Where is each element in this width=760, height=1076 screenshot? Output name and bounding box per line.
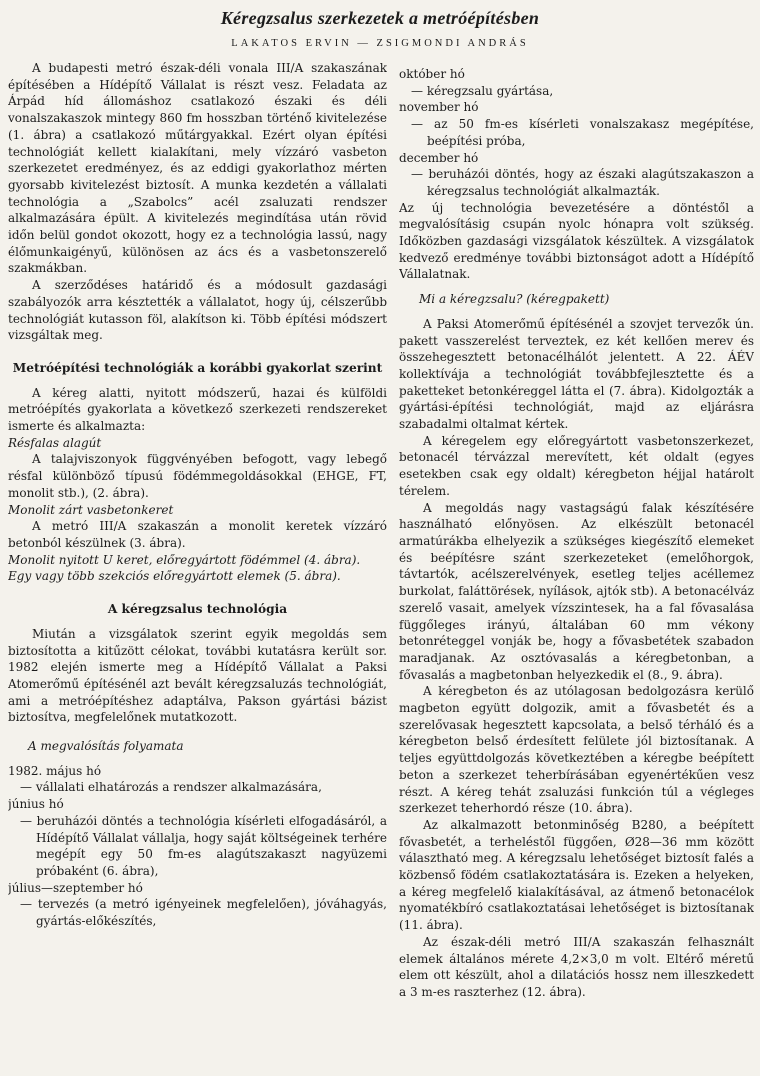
paragraph: Az észak-déli metró III/A szakaszán felhasznált elemek általános mérete 4,2×3,0 m volt. Eltérő méretű elem ott készült, ahol a dilatációs hossz nem illeszkedett a 3 m-es raszterhez (12. ábra). <box>399 934 754 999</box>
subsection-label: Monolit zárt vasbetonkeret <box>8 502 174 517</box>
paragraph: Az új technológia bevezetésére a döntéstől a megvalósításig csupán nyolc hónapra volt szükség. Időközben gazdasági vizsgálatok készültek. A vizsgálatok kedvező eredménye további biztonságot adott a Hídépítő Vállalatnak. <box>399 200 754 282</box>
left-column <box>8 60 387 1070</box>
subsection-label: Résfalas alagút <box>8 435 102 450</box>
subsection-heading: A megvalósítás folyamata <box>28 739 184 754</box>
paragraph: A kéregelem egy előregyártott vasbetonszerkezet, betonacél térvázzal merevített, két oldalt (egyes esetekben csak egy oldalt) kéregbeton héjjal határolt térelem. <box>399 433 754 498</box>
paragraph: A metró III/A szakaszán a monolit keretek vízzáró betonból készülnek (3. ábra). <box>8 519 387 550</box>
timeline-entry: — beruházói döntés a technológia kísérleti elfogadásáról, a Hídépítő Vállalat vállalja, hogy saját költségeinek terhére megépít egy 50 fm-es alagútszakaszt nagyüzemi próbaként (6. ábra), <box>20 813 387 878</box>
timeline-entry: — tervezés (a metró igényeinek megfelelően), jóváhagyás, gyártás-előkészítés, <box>20 897 387 929</box>
timeline-entry: — az 50 fm-es kísérleti vonalszakasz megépítése, beépítési próba, <box>411 117 754 148</box>
timeline-date: október hó <box>399 67 465 81</box>
paragraph: A szerződéses határidő és a módosult gazdasági szabályozók arra késztették a vállalatot, hogy új, célszerűbb technológiát kutasson föl, alakítson ki. Több építési módszert vizsgáltak meg. <box>8 278 387 343</box>
paragraph: A kéregbeton és az utólagosan bedolgozásra kerülő magbeton együtt dolgozik, amit a fővasbetét és a szerelővasak hegesztett kapcsolata, a belső térháló és a kéregbeton belső érdesített felülete jól biztosítanak. A teljes együttdolgozás következtében a kéregbe beépített beton a szerkezet teherbírásában egyenértékűen vesz részt. A kéreg tehát zsaluzási funkción túl a végleges szerkezet teherhordó része (10. ábra). <box>399 684 754 816</box>
paragraph: A kéreg alatti, nyitott módszerű, hazai és külföldi metróépítés gyakorlata a következő szerkezeti rendszereket ismerte és alkalmazta: <box>8 385 387 434</box>
paragraph: Miután a vizsgálatok szerint egyik megoldás sem biztosította a kitűzött célokat, további kutatásra került sor. 1982 elején ismerte meg a Hídépítő Vállalat a Paksi Atomerőmű építésénél azt bevált kéregzsaluzás technológiát, ami a metróépítéshez adaptálva, Pakson gyártási bázist biztosítva, megfelelőnek mutatkozott. <box>8 626 387 725</box>
timeline-entry: — vállalati elhatározás a rendszer alkalmazására, <box>20 780 322 795</box>
paragraph: A talajviszonyok függvényében befogott, vagy lebegő résfal különböző típusú födémmegoldásokkal (EHGE, FT, monolit stb.), (2. ábra). <box>8 452 387 500</box>
paragraph: A budapesti metró észak-déli vonala III/A szakaszának építésében a Hídépítő Vállalat is részt vesz. Feladata az Árpád híd állomáshoz csatlakozó északi és déli vonalszakaszok mintegy 860 fm hosszban történő kivitelezése (1. ábra) a csatlakozó műtárgyakkal. Ezért olyan építési technológiát kellett kialakítani, mely vízzáró vasbeton szerkezetet eredményez, és az eddigi gyakorlathoz mérten gyorsabb kivitelezést biztosít. A munka kezdetén a vállalati technológia a „Szabolcs” acél zsaluzati rendszer alkalmazására épült. A kivitelezés megindítása után rövid időn belül gondot okozott, hogy ez a technológia lassú, nagy élőmunkaigényű, különösen az ács és a vasbetonszerelő szakmákban. <box>8 61 387 276</box>
timeline-entry: — kéregzsalu gyártása, <box>411 83 554 98</box>
subsection-heading: Mi a kéregzsalu? (kéregpakett) <box>419 292 610 307</box>
paragraph: Az alkalmazott betonminőség B280, a beépített fővasbetét, a terheléstől függően, Ø28—36 mm között választható meg. A kéregzsalu lehetőséget biztosít falés a közbenső födém csatlakoztatására is. Ezeken a helyeken, a kéreg megfelelő kialakításával, az átmenő betonacélok nyomatékbíró csatlakoztatásai lehetőséget is biztosítanak (11. ábra). <box>399 817 754 933</box>
timeline-date: november hó <box>399 100 479 115</box>
timeline-date: 1982. május hó <box>8 763 102 778</box>
article-authors: LAKATOS ERVIN — ZSIGMONDI ANDRÁS <box>231 38 529 49</box>
article-title: Kéregzsalus szerkezetek a metróépítésben <box>220 8 540 28</box>
timeline-date: július—szeptember hó <box>8 880 143 895</box>
timeline-date: december hó <box>399 150 479 165</box>
subsection-label: Egy vagy több szekciós előregyártott elemek (5. ábra). <box>8 569 341 584</box>
section-heading: Metróépítési technológiák a korábbi gyakorlat szerint <box>12 360 383 375</box>
right-column <box>399 66 754 1076</box>
section-heading: A kéregzsalus technológia <box>107 602 288 617</box>
timeline-entry: — beruházói döntés, hogy az északi alagútszakaszon a kéregzsalus technológiát alkalmazták. <box>411 167 754 198</box>
paragraph: A Paksi Atomerőmű építésénél a szovjet tervezők ún. pakett vasszerelést terveztek, ez két kellően merev és összehegesztett betonacélhálót jelentett. A 22. ÁÉV kollektívája a technológiát továbbfejlesztette és a paketteket betonkéreggel látta el (7. ábra). Kidolgozták a gyártási-építési technológiát, majd az eljárásra szabadalmi oltalmat kértek. <box>399 316 754 432</box>
paragraph: A megoldás nagy vastagságú falak készítésére használható előnyösen. Az elkészült betonacél armatúrákba elhelyezik a szükséges kiegészítő elemeket és beépítésre szánt szerkezeteket (emelőhorgok, távtartók, acélszerelvények, esetleg teljes acéllemez burkolat, faláttörések, nyílások, ajtók stb). A betonacélváz szerelő vasait, amelyek vízszintesek, ha a fal fővasalása függőleges irányú, általában 60 mm vékony betonréteggel vonják be, hogy a fővasbetétek szabadon maradjanak. Az osztóvasalás a kéregbetonban, a fővasalás a magbetonban helyezkedik el (8., 9. ábra). <box>399 500 754 682</box>
timeline-date: június hó <box>8 797 64 812</box>
subsection-label: Monolit nyitott U keret, előregyártott födémmel (4. ábra). <box>8 552 361 567</box>
